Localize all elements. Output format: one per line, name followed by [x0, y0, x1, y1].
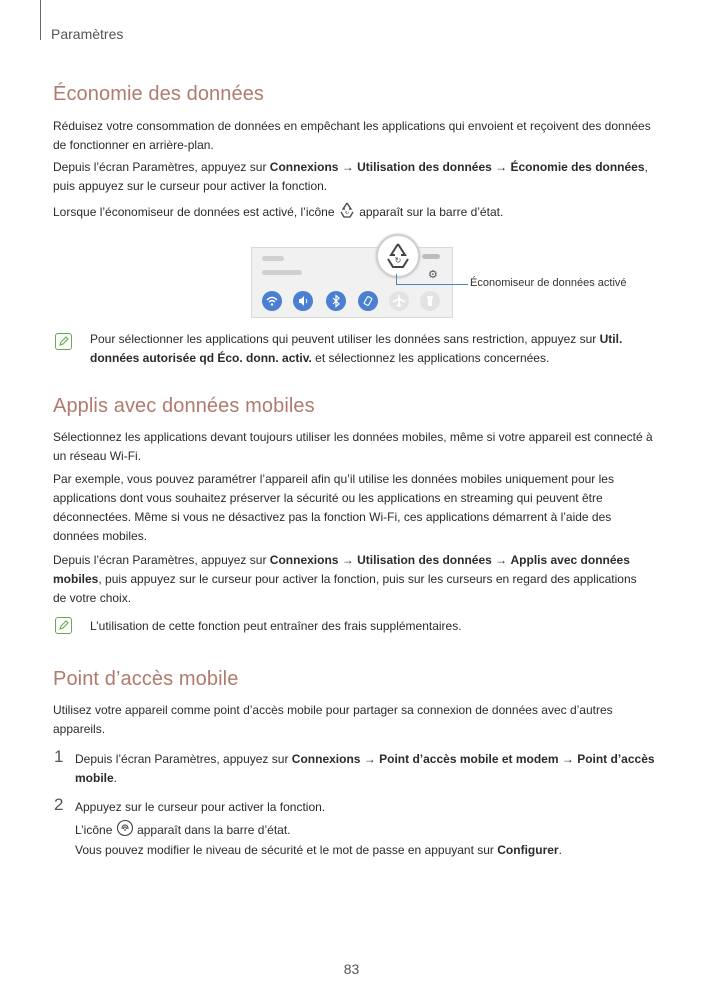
airplane-icon [389, 291, 409, 311]
auto-rotate-icon [358, 291, 378, 311]
svg-text:↻: ↻ [344, 210, 349, 217]
blurred-date [262, 270, 302, 275]
eco-paragraph-3: Lorsque l’économiseur de données est activé, l’icône ↻ apparaît sur la barre d’état. [53, 201, 653, 225]
note-pencil-icon [55, 333, 72, 350]
step-number-1: 1 [54, 747, 64, 766]
hotspot-icon [116, 819, 134, 843]
callout-label: Économiseur de données activé [470, 277, 627, 289]
hotspot-step-2-line-2: L’icône apparaît dans la barre d’état. [75, 819, 655, 843]
page-number: 83 [343, 961, 360, 977]
sound-icon [293, 291, 313, 311]
step-number-2: 2 [54, 795, 64, 814]
mobile-paragraph-1: Sélectionnez les applications devant toujours utiliser les données mobiles, même si votre appareil est connecté à un réseau Wi-Fi. [53, 430, 653, 463]
section-title-hotspot: Point d’accès mobile [53, 668, 239, 690]
mobile-paragraph-3: Depuis l’écran Paramètres, appuyez sur Connexions → Utilisation des données → Applis avec données mobiles, puis appuyez sur le curseur pour activer la fonction, puis sur les curseurs en regard des applications de votre choix. [53, 553, 637, 605]
bluetooth-icon [326, 291, 346, 311]
hotspot-paragraph-1: Utilisez votre appareil comme point d’accès mobile pour partager sa connexion de données avec d’autres appareils. [53, 703, 613, 736]
hotspot-step-2-line-3: Vous pouvez modifier le niveau de sécurité et le mot de passe en appuyant sur Configurer. [75, 843, 562, 857]
page-header: Paramètres [51, 26, 124, 42]
svg-text:↻: ↻ [394, 256, 402, 265]
settings-gear-icon: ⚙ [428, 269, 438, 281]
eco-note: Pour sélectionner les applications qui peuvent utiliser les données sans restriction, appuyez sur Util. données autorisée qd Éco. donn. activ. et sélectionnez les applications concernées. [90, 332, 623, 365]
hotspot-step-1: Depuis l’écran Paramètres, appuyez sur Connexions → Point d’accès mobile et modem → Point d’accès mobile. [75, 752, 655, 785]
flashlight-icon [420, 291, 440, 311]
eco-paragraph-1: Réduisez votre consommation de données en empêchant les applications qui envoient et reçoivent des données de fonctionner en arrière-plan. [53, 119, 651, 152]
header-rule [40, 0, 41, 40]
eco-paragraph-2: Depuis l’écran Paramètres, appuyez sur Connexions → Utilisation des données → Économie des données, puis appuyez sur le curseur pour activer la fonction. [53, 160, 648, 193]
wifi-icon [262, 291, 282, 311]
data-saver-icon [378, 236, 418, 276]
quick-panel-figure [251, 247, 453, 318]
blurred-time [262, 256, 284, 261]
data-saver-icon [338, 201, 356, 225]
mobile-paragraph-2: Par exemple, vous pouvez paramétrer l’appareil afin qu’il utilise les données mobiles uniquement pour les applications dont vous souhaitez préserver la sécurité ou les applications en streaming qui peuvent être déconnectées. Même si vous ne désactivez pas la fonction Wi-Fi, ces applications démarrent à l’aide des données mobiles. [53, 472, 614, 543]
hotspot-step-2-line-1: Appuyez sur le curseur pour activer la fonction. [75, 800, 326, 814]
section-title-eco: Économie des données [53, 83, 265, 105]
data-saver-callout [376, 234, 420, 278]
note-pencil-icon [55, 617, 72, 634]
section-title-mobile: Applis avec données mobiles [53, 395, 315, 417]
mobile-note: L’utilisation de cette fonction peut entraîner des frais supplémentaires. [90, 619, 462, 633]
callout-leader [396, 284, 468, 285]
blurred-status [422, 254, 440, 259]
